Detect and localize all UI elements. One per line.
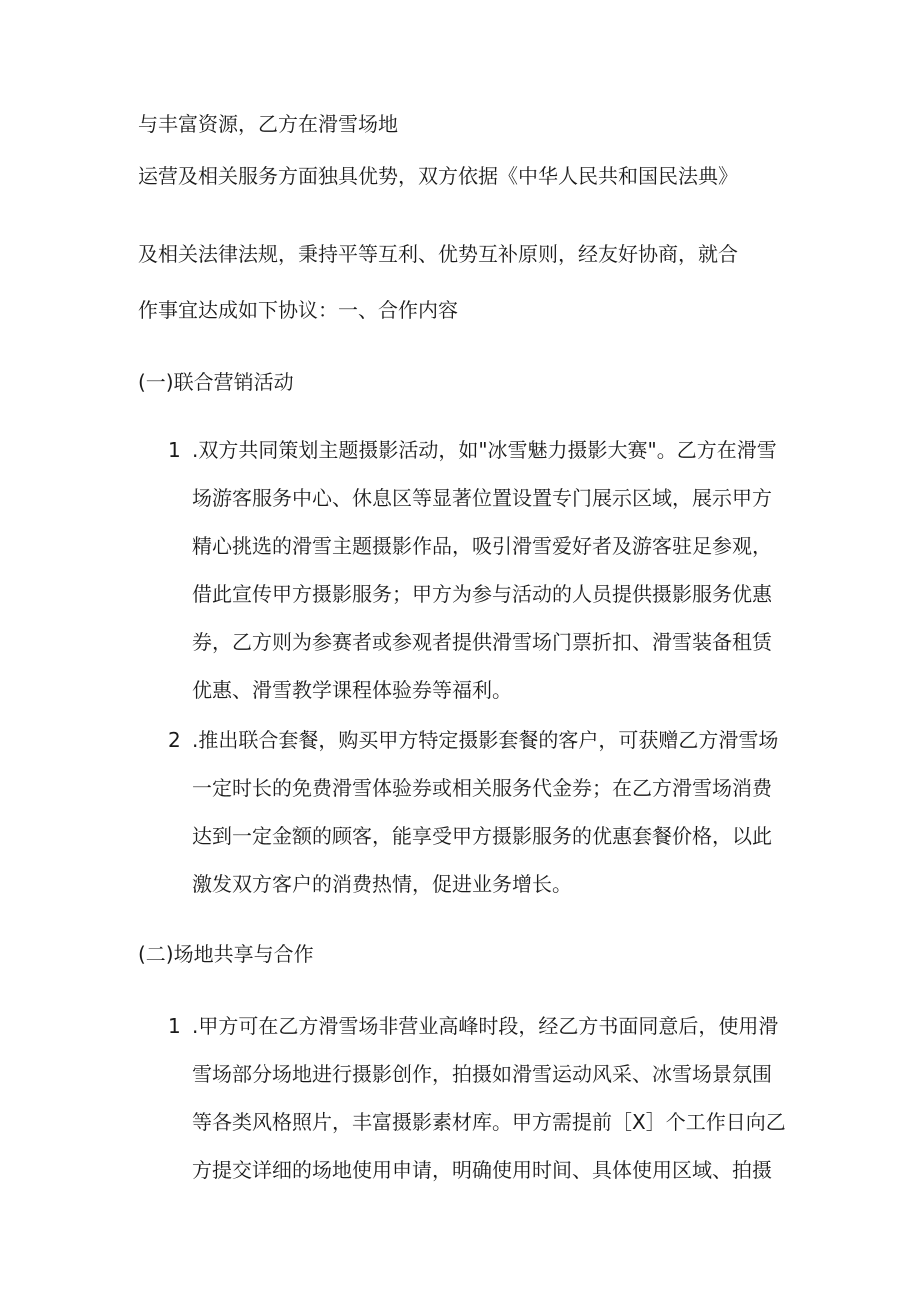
- list-item-line: 方提交详细的场地使用申请，明确使用时间、具体使用区域、拍摄: [192, 1158, 772, 1182]
- list-item-line: 借此宣传甲方摄影服务；甲方为参与活动的人员提供摄影服务优惠: [192, 582, 772, 606]
- intro-line-3: 及相关法律法规，秉持平等互利、优势互补原则，经友好协商，就合: [138, 242, 738, 266]
- list-item-line: .甲方可在乙方滑雪场非营业高峰时段，经乙方书面同意后，使用滑: [192, 1014, 779, 1038]
- list-item-number: 1: [168, 1014, 181, 1038]
- list-item-number: 1: [168, 438, 181, 462]
- list-item-number: 2: [168, 728, 181, 752]
- list-item-line: 精心挑选的滑雪主题摄影作品，吸引滑雪爱好者及游客驻足参观，: [192, 534, 772, 558]
- list-item-line: 一定时长的免费滑雪体验券或相关服务代金券；在乙方滑雪场消费: [192, 776, 772, 800]
- section-heading-joint-marketing: (一)联合营销活动: [138, 370, 294, 394]
- list-item-line: 激发双方客户的消费热情，促进业务增长。: [192, 872, 572, 896]
- list-item-line: .推出联合套餐，购买甲方特定摄影套餐的客户，可获赠乙方滑雪场: [192, 728, 779, 752]
- intro-line-4: 作事宜达成如下协议：一、合作内容: [138, 298, 458, 322]
- intro-line-1: 与丰富资源，乙方在滑雪场地: [138, 112, 398, 136]
- list-item-line: 券，乙方则为参赛者或参观者提供滑雪场门票折扣、滑雪装备租赁: [192, 630, 772, 654]
- list-item-line: 等各类风格照片，丰富摄影素材库。甲方需提前［X］个工作日向乙: [192, 1110, 786, 1134]
- list-item-line: 雪场部分场地进行摄影创作，拍摄如滑雪运动风采、冰雪场景氛围: [192, 1062, 772, 1086]
- section-heading-venue-sharing: (二)场地共享与合作: [138, 942, 314, 966]
- list-item-line: 达到一定金额的顾客，能享受甲方摄影服务的优惠套餐价格，以此: [192, 824, 772, 848]
- intro-line-2: 运营及相关服务方面独具优势，双方依据《中华人民共和国民法典》: [138, 164, 738, 188]
- list-item-line: 场游客服务中心、休息区等显著位置设置专门展示区域，展示甲方: [192, 486, 772, 510]
- list-item-line: .双方共同策划主题摄影活动，如"冰雪魅力摄影大赛"。乙方在滑雪: [192, 438, 777, 462]
- list-item-line: 优惠、滑雪教学课程体验券等福利。: [192, 678, 512, 702]
